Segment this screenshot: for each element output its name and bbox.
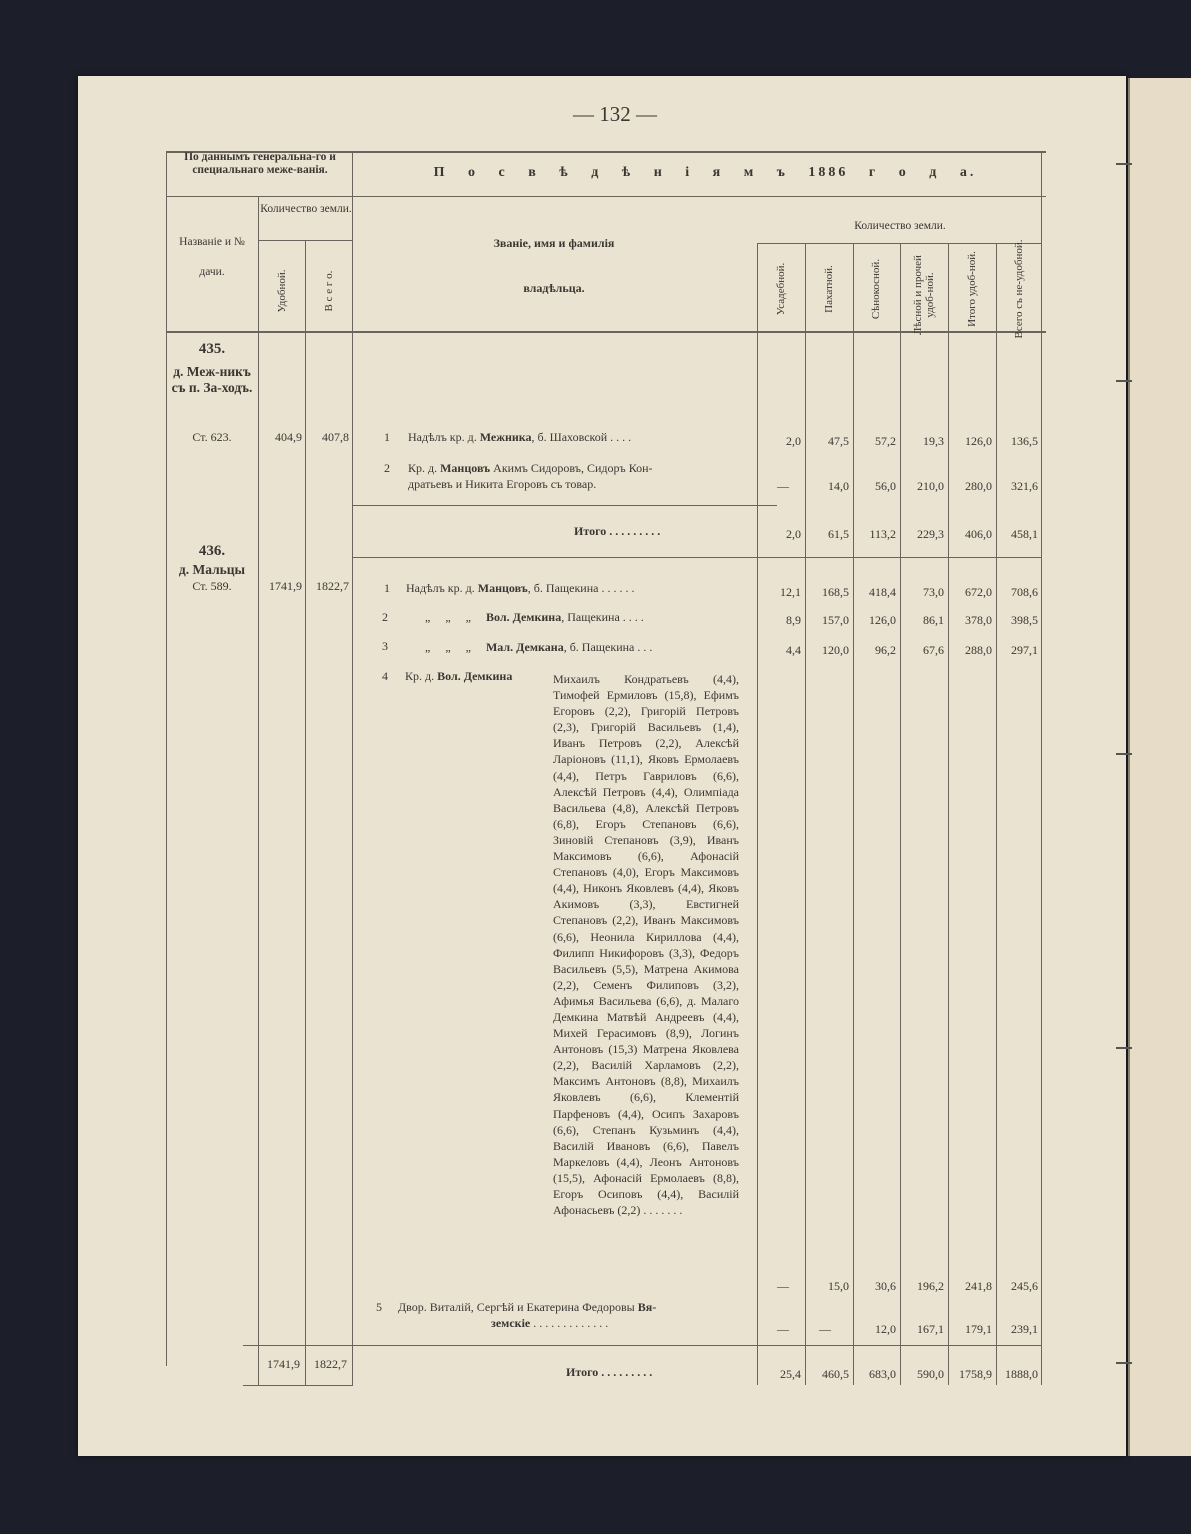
row-owner-line2: дратьевъ и Никита Егоровъ съ товар. xyxy=(408,477,597,491)
cell-value: 73,0 xyxy=(923,585,944,599)
cell-value: 47,5 xyxy=(828,434,849,448)
cell-value: 241,8 xyxy=(965,1279,992,1293)
owner-header-2: владѣльца. xyxy=(523,281,585,295)
total-rule xyxy=(243,1385,353,1386)
cell-value: 210,0 xyxy=(917,479,944,493)
cell-value: 126,0 xyxy=(965,434,992,448)
row-owner: Кр. д. Манцовъ Акимъ Сидоровъ, Сидоръ Кон- xyxy=(408,461,653,475)
cell-value: — xyxy=(777,1279,789,1293)
col-lesnoy-header: Лѣсной и прочей удоб-ной. xyxy=(912,255,936,335)
binding-stitch xyxy=(1116,753,1132,755)
total-label: Итого . . . . . . . . . xyxy=(574,524,661,538)
survey-1886-header: П о с в ѣ д ѣ н і я м ъ 1886 г о д а. xyxy=(433,165,977,180)
section-rule xyxy=(352,557,1042,558)
cell-value: 57,2 xyxy=(875,434,896,448)
col-vsego-header: В с е г о. xyxy=(323,270,335,312)
cell-value: 12,1 xyxy=(780,585,801,599)
total-udobnoy: 1741,9 xyxy=(267,1357,300,1371)
owner-header: Званіе, имя и фамилія xyxy=(493,236,615,250)
cell-value: 398,5 xyxy=(1011,613,1038,627)
dacha-vsego: 1822,7 xyxy=(316,579,349,593)
row-owner: Надѣлъ кр. д. Манцовъ, б. Пащекина . . . . . . xyxy=(406,581,635,595)
dacha-number: 435. xyxy=(198,341,226,357)
col-rule xyxy=(352,151,353,1385)
col-rule xyxy=(305,240,306,1385)
total-value: 1758,9 xyxy=(959,1367,992,1381)
col-pakhatnoy-header: Пахатной. xyxy=(823,265,835,313)
cell-value: 126,0 xyxy=(869,613,896,627)
total-value: 590,0 xyxy=(917,1367,944,1381)
cell-value: 196,2 xyxy=(917,1279,944,1293)
cell-value: — xyxy=(777,1322,789,1336)
cell-value: 179,1 xyxy=(965,1322,992,1336)
header-rule xyxy=(757,243,1041,244)
total-vsego: 1822,7 xyxy=(314,1357,347,1371)
cell-value: 167,1 xyxy=(917,1322,944,1336)
cell-value: 136,5 xyxy=(1011,434,1038,448)
table-right-rule xyxy=(1041,151,1042,1385)
dacha-udobnoy: 1741,9 xyxy=(269,579,302,593)
cell-value: 418,4 xyxy=(869,585,896,599)
cell-value: 297,1 xyxy=(1011,643,1038,657)
cell-value: 15,0 xyxy=(828,1279,849,1293)
table-left-rule xyxy=(166,151,167,1366)
row-owner: Двор. Виталій, Сергѣй и Екатерина Федоровы Вя- xyxy=(398,1300,657,1314)
col-rule xyxy=(757,243,758,1385)
dacha-vsego: 407,8 xyxy=(322,430,349,444)
cell-value: 14,0 xyxy=(828,479,849,493)
cell-value: — xyxy=(819,1322,831,1336)
total-value: 61,5 xyxy=(828,527,849,541)
col-senokosnoy-header: Сѣнокосной. xyxy=(870,258,882,320)
total-value: 683,0 xyxy=(869,1367,896,1381)
land-quantity-header: Количество земли. xyxy=(260,203,352,215)
total-value: 458,1 xyxy=(1011,527,1038,541)
row-owner: „ „ „ Мал. Демкана, б. Пащекина . . . xyxy=(425,640,653,654)
cell-value: — xyxy=(777,479,789,493)
name-number-header: Названіе и № дачи. xyxy=(179,236,245,278)
binding-stitch xyxy=(1116,1047,1132,1049)
dacha-name: д. Меж-никъ съ п. За-ходъ. xyxy=(171,364,253,395)
binding-stitch xyxy=(1116,380,1132,382)
section-rule xyxy=(352,505,777,506)
col-rule xyxy=(853,243,854,1385)
cell-value: 4,4 xyxy=(786,643,801,657)
dacha-name: д. Мальцы xyxy=(178,562,246,577)
total-value: 113,2 xyxy=(869,527,896,541)
page-number: — 132 — xyxy=(573,102,657,126)
cell-value: 168,5 xyxy=(822,585,849,599)
cell-value: 12,0 xyxy=(875,1322,896,1336)
total-rule xyxy=(243,1345,1041,1346)
dacha-number: 436. xyxy=(198,543,226,559)
cell-value: 30,6 xyxy=(875,1279,896,1293)
total-value: 406,0 xyxy=(965,527,992,541)
cell-value: 239,1 xyxy=(1011,1322,1038,1336)
col-rule xyxy=(805,243,806,1385)
row-owner: „ „ „ Вол. Демкина, Пащекина . . . . xyxy=(425,610,644,624)
binding-stitch xyxy=(1116,163,1132,165)
col-rule xyxy=(258,196,259,1386)
cell-value: 8,9 xyxy=(786,613,801,627)
cell-value: 2,0 xyxy=(786,434,801,448)
row-number: 2 xyxy=(382,610,388,624)
row-number: 4 xyxy=(382,669,388,683)
row-number: 2 xyxy=(384,461,390,475)
cell-value: 157,0 xyxy=(822,613,849,627)
col-rule xyxy=(996,243,997,1385)
row-number: 3 xyxy=(382,639,388,653)
cell-value: 708,6 xyxy=(1011,585,1038,599)
cell-value: 672,0 xyxy=(965,585,992,599)
cell-value: 86,1 xyxy=(923,613,944,627)
row-owner: Кр. д. Вол. Демкина xyxy=(405,669,513,683)
cell-value: 378,0 xyxy=(965,613,992,627)
cell-value: 96,2 xyxy=(875,643,896,657)
row-owner-names: Михаилъ Кондратьевъ (4,4), Тимофей Ермиловъ (15,8), Ефимъ Егоровъ (2,2), Григорій Петровъ (2,3), Григорій Васильевъ (1,4), Иванъ Петровъ (2,2), Алексѣй Ларіоновъ (11,1), Яковъ Ермолаевъ (4,4), Петръ Гавриловъ (6,6), Алексѣй Петровъ (4,4), Олимпіада Васильева (4,8), Алексѣй Петровъ (6,8), Егоръ Степановъ (6,6), Зиновій Степановъ (3,9), Иванъ Максимовъ (6,6), Афонасій Степановъ (4,0), Егоръ Максимовъ (4,4), Никонъ Яковлевъ (4,4), Яковъ Акимовъ (3,3), Евстигней Степановъ (2,2), Иванъ Максимовъ (6,6), Неонила Кириллова (4,4), Филипп Никифоровъ (3,3), Федоръ Васильевъ (5,5), Матрена Акимова (2,2), Семенъ Филиповъ (3,2), Афимья Васильева (6,6), д. Малаго Демкина Матвѣй Андреевъ (4,4), Михей Герасимовъ (8,9), Логинъ Антоновъ (15,3) Матрена Яковлева (2,2), Василій Харламовъ (2,2), Максимъ Антоновъ (8,8), Михаилъ Яковлевъ (6,6), Клементій Парфеновъ (4,4), Осипъ Захаровъ (6,6), Степанъ Кузьминъ (4,4), Василій Ивановъ (6,6), Павелъ Маркеловъ (4,4), Леонъ Антоновъ (15,5), Афонасій Ермолаевъ (8,8), Егоръ Осиповъ (4,4), Василій Афонасьевъ (2,2) . . . . . . . xyxy=(553,672,739,1218)
header-rule xyxy=(166,196,1046,197)
col-usadebnoy-header: Усадебной. xyxy=(775,262,787,316)
next-page-edge xyxy=(1128,78,1191,1456)
cell-value: 288,0 xyxy=(965,643,992,657)
cell-value: 280,0 xyxy=(965,479,992,493)
general-survey-header: По даннымъ генеральна-го и специальнаго меже-ванія. xyxy=(184,151,336,176)
total-value: 229,3 xyxy=(917,527,944,541)
cell-value: 67,6 xyxy=(923,643,944,657)
total-value: 2,0 xyxy=(786,527,801,541)
total-value: 1888,0 xyxy=(1005,1367,1038,1381)
col-rule xyxy=(948,243,949,1385)
binding-stitch xyxy=(1116,1362,1132,1364)
row-owner: Надѣлъ кр. д. Межника, б. Шаховской . . . . xyxy=(408,430,632,444)
row-owner-line2: земскіе . . . . . . . . . . . . . xyxy=(491,1316,609,1330)
cell-value: 321,6 xyxy=(1011,479,1038,493)
dacha-udobnoy: 404,9 xyxy=(275,430,302,444)
dacha-st: Ст. 623. xyxy=(192,430,232,444)
col-rule xyxy=(900,243,901,1385)
cell-value: 245,6 xyxy=(1011,1279,1038,1293)
col-vsego-neudob-header: Всего съ не-удобной. xyxy=(1013,239,1025,339)
row-number: 5 xyxy=(376,1300,382,1314)
total-value: 460,5 xyxy=(822,1367,849,1381)
cell-value: 56,0 xyxy=(875,479,896,493)
col-itogo-header: Итого удоб-ной. xyxy=(966,251,978,327)
total-label: Итого . . . . . . . . . xyxy=(566,1365,653,1379)
total-value: 25,4 xyxy=(780,1367,801,1381)
row-number: 1 xyxy=(384,430,390,444)
land-quantity-1886-header: Количество земли. xyxy=(854,220,946,232)
row-number: 1 xyxy=(384,581,390,595)
col-udobnoy-header: Удобной. xyxy=(276,269,288,313)
dacha-st: Ст. 589. xyxy=(192,579,232,593)
cell-value: 19,3 xyxy=(923,434,944,448)
cell-value: 120,0 xyxy=(822,643,849,657)
